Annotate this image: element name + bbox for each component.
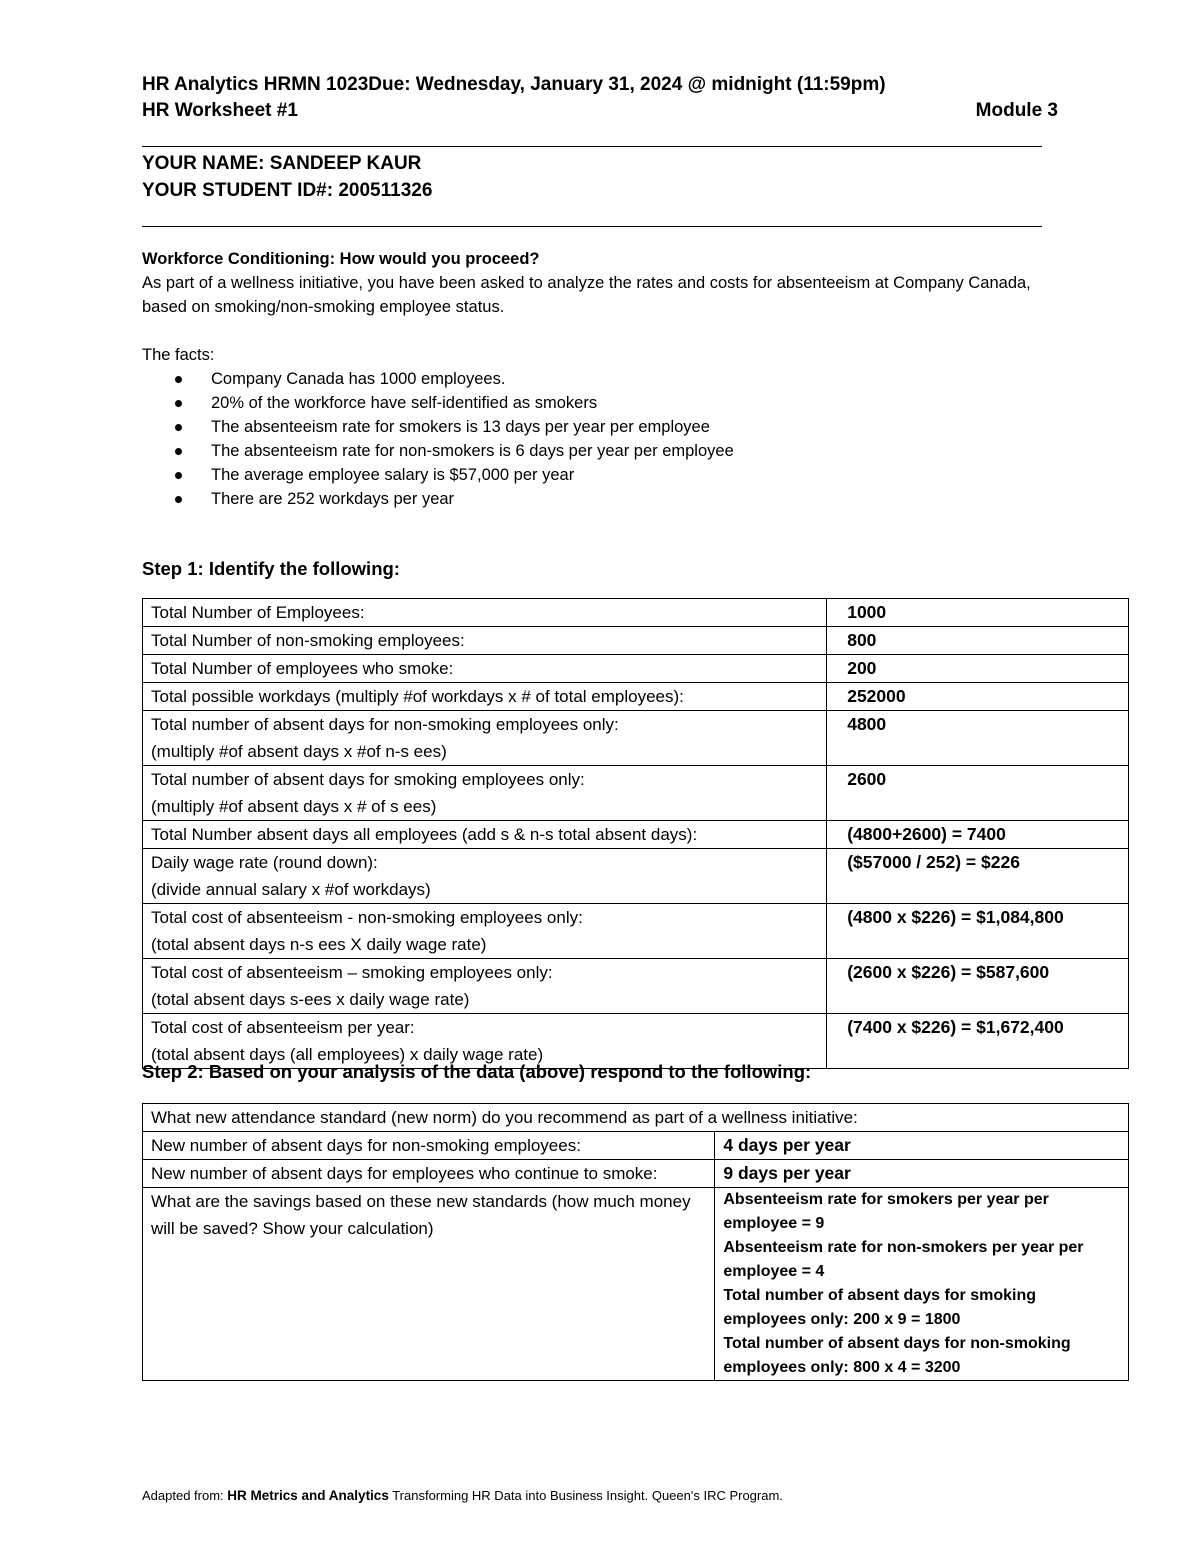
row-value: 1000 bbox=[827, 599, 1129, 627]
row-label: Total Number absent days all employees (add s & n-s total absent days): bbox=[151, 825, 698, 844]
divider-top bbox=[142, 146, 1042, 147]
row-label: Total possible workdays (multiply #of workdays x # of total employees): bbox=[151, 687, 684, 706]
facts-list bbox=[142, 367, 734, 511]
table-row bbox=[143, 1160, 1129, 1188]
row-label-cell bbox=[143, 655, 827, 683]
facts-heading: The facts: bbox=[142, 346, 215, 364]
bullet-icon bbox=[175, 472, 182, 479]
step1-table bbox=[142, 598, 1129, 1069]
row-sublabel: (total absent days (all employees) x daily wage rate) bbox=[151, 1045, 544, 1064]
student-id: YOUR STUDENT ID#: 200511326 bbox=[142, 180, 433, 201]
table-row bbox=[143, 1188, 1129, 1381]
row-sublabel: (total absent days s-ees x daily wage rate) bbox=[151, 990, 470, 1009]
table-row bbox=[143, 1104, 1129, 1132]
row-sublabel: (total absent days n-s ees X daily wage rate) bbox=[151, 935, 487, 954]
standard-question: What new attendance standard (new norm) do you recommend as part of a wellness initiative: bbox=[143, 1104, 1129, 1132]
module-label: Module 3 bbox=[975, 100, 1058, 121]
footer-prefix: Adapted from: bbox=[142, 1488, 228, 1503]
row-label-cell bbox=[143, 599, 827, 627]
row-label-cell bbox=[143, 766, 827, 821]
step2-heading: Step 2: Based on your analysis of the data (above) respond to the following: bbox=[142, 1061, 812, 1082]
row-value: (4800 x $226) = $1,084,800 bbox=[827, 904, 1129, 959]
row-label: Total number of absent days for smoking employees only: bbox=[151, 770, 585, 789]
row-label: Daily wage rate (round down): bbox=[151, 853, 378, 872]
table-row bbox=[143, 655, 1129, 683]
row-label-cell bbox=[143, 849, 827, 904]
savings-line: Absenteeism rate for smokers per year per employee = 9 bbox=[723, 1191, 1049, 1232]
table-row bbox=[143, 904, 1129, 959]
smoker-value: 9 days per year bbox=[715, 1160, 1129, 1188]
row-label: Total Number of non-smoking employees: bbox=[151, 631, 465, 650]
bullet-icon bbox=[175, 424, 182, 431]
table-row bbox=[143, 711, 1129, 766]
divider-bottom bbox=[142, 226, 1042, 227]
row-value: 200 bbox=[827, 655, 1129, 683]
row-value: ($57000 / 252) = $226 bbox=[827, 849, 1129, 904]
row-value: (7400 x $226) = $1,672,400 bbox=[827, 1014, 1129, 1069]
bullet-icon bbox=[175, 400, 182, 407]
row-label: Total cost of absenteeism - non-smoking employees only: bbox=[151, 908, 583, 927]
row-value: 800 bbox=[827, 627, 1129, 655]
step2-table bbox=[142, 1103, 1129, 1381]
table-row bbox=[143, 821, 1129, 849]
footer-book-title: HR Metrics and Analytics bbox=[227, 1488, 389, 1503]
bullet-icon bbox=[175, 376, 182, 383]
source-footer bbox=[142, 1486, 783, 1506]
row-label: Total Number of employees who smoke: bbox=[151, 659, 454, 678]
row-sublabel: (multiply #of absent days x # of s ees) bbox=[151, 797, 437, 816]
table-row bbox=[143, 849, 1129, 904]
row-label-cell bbox=[143, 627, 827, 655]
table-row bbox=[143, 599, 1129, 627]
row-sublabel: (divide annual salary x #of workdays) bbox=[151, 880, 431, 899]
savings-line: Total number of absent days for non-smoking employees only: 800 x 4 = 3200 bbox=[723, 1335, 1071, 1376]
scenario-heading: Workforce Conditioning: How would you proceed? bbox=[142, 250, 540, 268]
step1-heading: Step 1: Identify the following: bbox=[142, 558, 400, 579]
table-row bbox=[143, 683, 1129, 711]
fact-item: The absenteeism rate for smokers is 13 days per year per employee bbox=[142, 415, 734, 439]
table-row bbox=[143, 627, 1129, 655]
fact-item: Company Canada has 1000 employees. bbox=[142, 367, 734, 391]
row-label-cell bbox=[143, 959, 827, 1014]
row-value: 2600 bbox=[827, 766, 1129, 821]
fact-item: The average employee salary is $57,000 per year bbox=[142, 463, 734, 487]
table-row bbox=[143, 959, 1129, 1014]
course-due-line: HR Analytics HRMN 1023Due: Wednesday, January 31, 2024 @ midnight (11:59pm) bbox=[142, 74, 886, 95]
fact-item: 20% of the workforce have self-identified as smokers bbox=[142, 391, 734, 415]
smoker-label: New number of absent days for employees who continue to smoke: bbox=[143, 1160, 715, 1188]
footer-rest: Transforming HR Data into Business Insight. Queen's IRC Program. bbox=[388, 1488, 783, 1503]
savings-line: Absenteeism rate for non-smokers per year per employee = 4 bbox=[723, 1239, 1084, 1280]
savings-line: Total number of absent days for smoking employees only: 200 x 9 = 1800 bbox=[723, 1287, 1037, 1328]
row-label: Total cost of absenteeism per year: bbox=[151, 1018, 415, 1037]
row-label-cell bbox=[143, 904, 827, 959]
savings-label: What are the savings based on these new standards (how much money will be saved? Show your calculation) bbox=[143, 1188, 715, 1381]
nonsmoker-value: 4 days per year bbox=[715, 1132, 1129, 1160]
row-label-cell bbox=[143, 711, 827, 766]
scenario-paragraph: As part of a wellness initiative, you have been asked to analyze the rates and costs for absenteeism at Company Canada, based on smoking/non-smoking employee status. bbox=[142, 274, 1031, 316]
row-label: Total Number of Employees: bbox=[151, 603, 365, 622]
fact-item: There are 252 workdays per year bbox=[142, 487, 734, 511]
savings-calculation bbox=[715, 1188, 1129, 1381]
table-row bbox=[143, 1132, 1129, 1160]
row-sublabel: (multiply #of absent days x #of n-s ees) bbox=[151, 742, 447, 761]
row-value: (4800+2600) = 7400 bbox=[827, 821, 1129, 849]
student-name: YOUR NAME: SANDEEP KAUR bbox=[142, 153, 422, 174]
row-label-cell bbox=[143, 683, 827, 711]
row-value: 4800 bbox=[827, 711, 1129, 766]
row-label: Total cost of absenteeism – smoking employees only: bbox=[151, 963, 553, 982]
worksheet-title: HR Worksheet #1 bbox=[142, 100, 298, 121]
table-row bbox=[143, 766, 1129, 821]
bullet-icon bbox=[175, 496, 182, 503]
fact-item: The absenteeism rate for non-smokers is 6 days per year per employee bbox=[142, 439, 734, 463]
nonsmoker-label: New number of absent days for non-smoking employees: bbox=[143, 1132, 715, 1160]
row-value: 252000 bbox=[827, 683, 1129, 711]
bullet-icon bbox=[175, 448, 182, 455]
row-label-cell bbox=[143, 821, 827, 849]
row-label: Total number of absent days for non-smoking employees only: bbox=[151, 715, 619, 734]
row-value: (2600 x $226) = $587,600 bbox=[827, 959, 1129, 1014]
